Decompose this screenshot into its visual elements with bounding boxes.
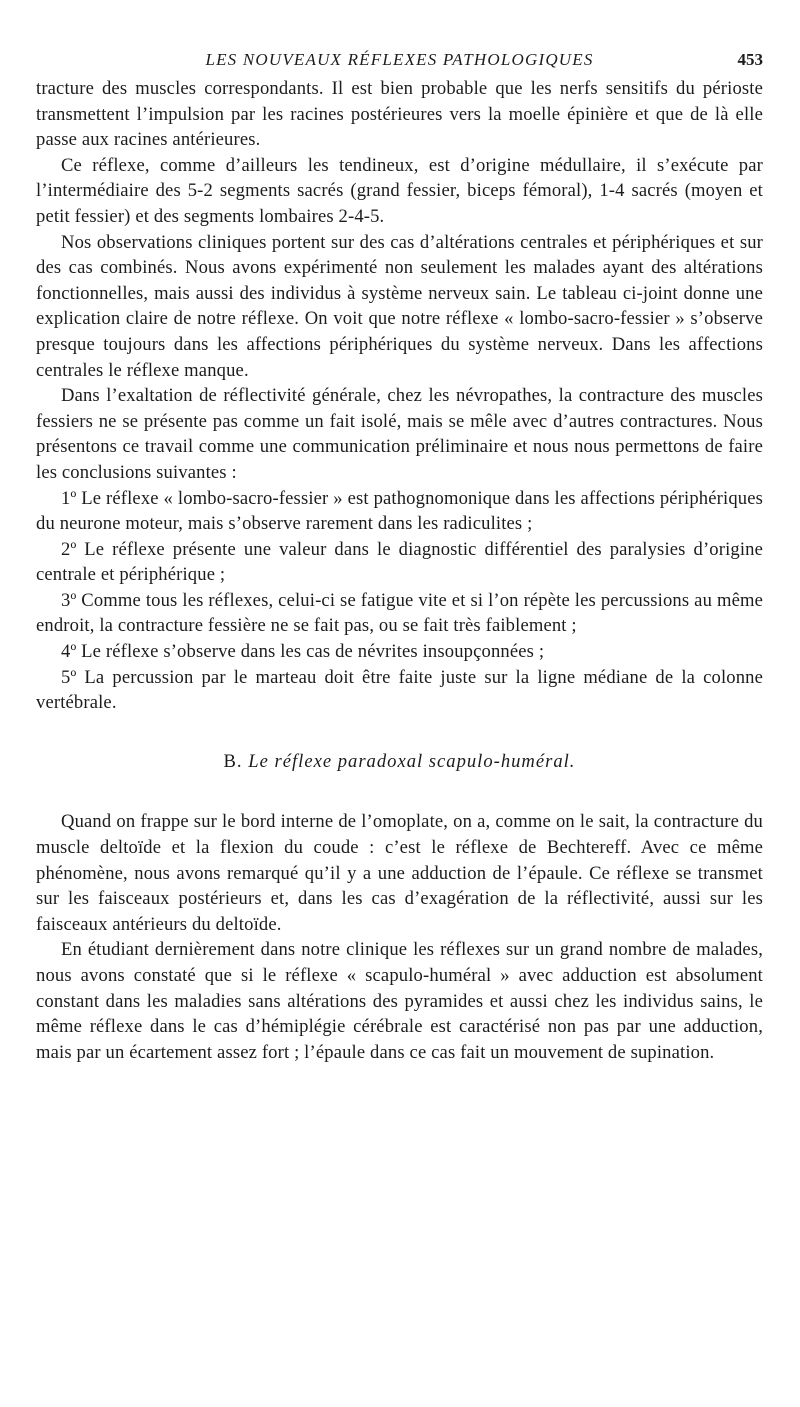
conclusion-item: 4º Le réflexe s’observe dans les cas de névrites insoupçonnées ; [61,641,545,663]
page-number: 453 [737,50,763,69]
running-title: LES NOUVEAUX RÉFLEXES PATHOLOGIQUES [205,50,594,69]
body-text [36,76,763,1065]
conclusion-item: 2º Le réflexe présente une valeur dans le diagnostic différentiel des paralysies d’origine centrale et périphérique ; [36,538,763,586]
paragraph: En étudiant dernièrement dans notre clinique les réflexes sur un grand nombre de malades, nous avons constaté que si le réflexe « scapulo-huméral » avec adduction est absolument constant dans les maladies sans altérations des pyramides et aussi chez les individus sains, le même réflexe dans le cas d’hémiplégie cérébrale est caractérisé non pas par une adduction, mais par un écartement assez fort ; l’épaule dans ce cas fait un mouvement de supination. [36,939,763,1063]
paragraph: Nos observations cliniques portent sur des cas d’altérations centrales et périphériques et sur des cas combinés. Nous avons expérimenté non seulement les malades ayant des altérations fonctionnelles, mais aussi des individus à système nerveux sain. Le tableau ci-joint donne une explication claire de notre réflexe. On voit que notre réflexe « lombo-sacro-fessier » s’observe presque toujours dans les affections périphériques du système nerveux. Dans les affections centrales le réflexe manque. [36,231,763,381]
paragraph: Ce réflexe, comme d’ailleurs les tendineux, est d’origine médullaire, il s’exécute par l’intermédiaire des 5-2 segments sacrés (grand fessier, biceps fémoral), 1-4 sacrés (moyen et petit fessier) et des segments lombaires 2-4-5. [36,154,763,227]
conclusion-item: 5º La percussion par le marteau doit être faite juste sur la ligne médiane de la colonne vertébrale. [36,666,763,714]
section-heading [36,749,763,775]
conclusion-item: 1º Le réflexe « lombo-sacro-fessier » est pathognomonique dans les affections périphériques du neurone moteur, mais s’observe rarement dans les radiculites ; [36,487,763,535]
book-page [36,50,763,1065]
conclusion-item: 3º Comme tous les réflexes, celui-ci se fatigue vite et si l’on répète les percussions au même endroit, la contracture fessière ne se fait pas, ou se fait très faiblement ; [36,589,763,637]
section-title: Le réflexe paradoxal scapulo-huméral. [248,750,576,772]
running-head [36,50,763,76]
paragraph: Dans l’exaltation de réflectivité générale, chez les névropathes, la contracture des muscles fessiers ne se présente pas comme un fait isolé, mais se mêle avec d’autres contractures. Nous présentons ce travail comme une communication préliminaire et nous nous permettons de faire les conclusions suivantes : [36,385,763,483]
paragraph: tracture des muscles correspondants. Il est bien probable que les nerfs sensitifs du périoste transmettent l’impulsion par les racines postérieures vers la moelle épinière et que de là elle passe aux racines antérieures. [36,78,763,151]
section-label: B. [223,750,243,772]
paragraph: Quand on frappe sur le bord interne de l’omoplate, on a, comme on le sait, la contracture du muscle deltoïde et la flexion du coude : c’est le réflexe de Bechtereff. Avec ce même phénomène, nous avons remarqué qu’il y a une adduction de l’épaule. Ce réflexe se transmet sur les faisceaux postérieurs et, dans les cas d’exagération de la réflectivité, aussi sur les faisceaux antérieurs du deltoïde. [36,811,763,935]
